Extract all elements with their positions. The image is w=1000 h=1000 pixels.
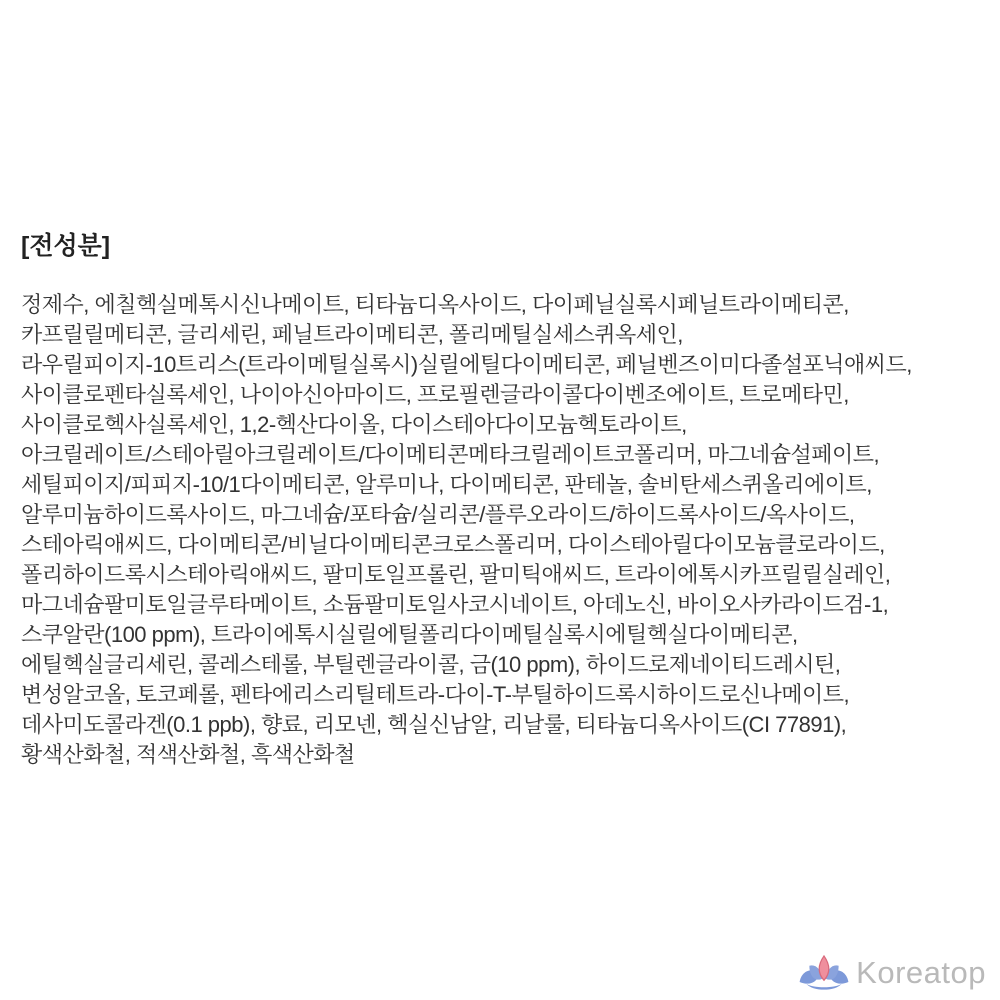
ingredient-line: 스테아릭애씨드, 다이메티콘/비닐다이메티콘크로스폴리머, 다이스테아릴다이모늄클로라이드, xyxy=(21,532,885,557)
watermark-brand: Koreatop xyxy=(856,955,986,990)
ingredient-line: 세틸피이지/피피지-10/1다이메티콘, 알루미나, 다이메티콘, 판테놀, 솔비탄세스퀴올리에이트, xyxy=(21,472,872,497)
ingredient-line: 스쿠알란(100 ppm), 트라이에톡시실릴에틸폴리다이메틸실록시에틸헥실다이메티콘, xyxy=(21,622,798,647)
ingredient-line: 카프릴릴메티콘, 글리세린, 페닐트라이메티콘, 폴리메틸실세스퀴옥세인, xyxy=(21,322,683,347)
ingredient-line: 알루미늄하이드록사이드, 마그네슘/포타슘/실리콘/플루오라이드/하이드록사이드/옥사이드, xyxy=(21,502,855,527)
ingredient-line: 마그네슘팔미토일글루타메이트, 소듐팔미토일사코시네이트, 아데노신, 바이오사카라이드검-1, xyxy=(21,592,889,617)
ingredients-list xyxy=(21,290,990,770)
ingredient-line: 라우릴피이지-10트리스(트라이메틸실록시)실릴에틸다이메티콘, 페닐벤즈이미다졸설포닉애씨드, xyxy=(21,352,912,377)
ingredient-line: 정제수, 에칠헥실메톡시신나메이트, 티타늄디옥사이드, 다이페닐실록시페닐트라이메티콘, xyxy=(21,292,849,317)
ingredient-line: 변성알코올, 토코페롤, 펜타에리스리틸테트라-다이-T-부틸하이드록시하이드로신나메이트, xyxy=(21,682,850,707)
ingredient-line: 에틸헥실글리세린, 콜레스테롤, 부틸렌글라이콜, 금(10 ppm), 하이드로제네이티드레시틴, xyxy=(21,652,841,677)
ingredient-line: 황색산화철, 적색산화철, 흑색산화철 xyxy=(21,742,355,767)
ingredient-line: 폴리하이드록시스테아릭애씨드, 팔미토일프롤린, 팔미틱애씨드, 트라이에톡시카프릴릴실레인, xyxy=(21,562,891,587)
ingredient-line: 사이클로헥사실록세인, 1,2-헥산다이올, 다이스테아다이모늄헥토라이트, xyxy=(21,412,687,437)
ingredient-line: 데사미도콜라겐(0.1 ppb), 향료, 리모넨, 헥실신남알, 리날룰, 티타늄디옥사이드(CI 77891), xyxy=(21,712,847,737)
ingredients-section xyxy=(21,226,990,770)
section-heading: [전성분] xyxy=(21,232,111,260)
ingredient-line: 사이클로펜타실록세인, 나이아신아마이드, 프로필렌글라이콜다이벤조에이트, 트로메타민, xyxy=(21,382,849,407)
lotus-icon xyxy=(798,954,850,992)
ingredient-line: 아크릴레이트/스테아릴아크릴레이트/다이메티콘메타크릴레이트코폴리머, 마그네슘설페이트, xyxy=(21,442,880,467)
watermark xyxy=(798,954,986,992)
